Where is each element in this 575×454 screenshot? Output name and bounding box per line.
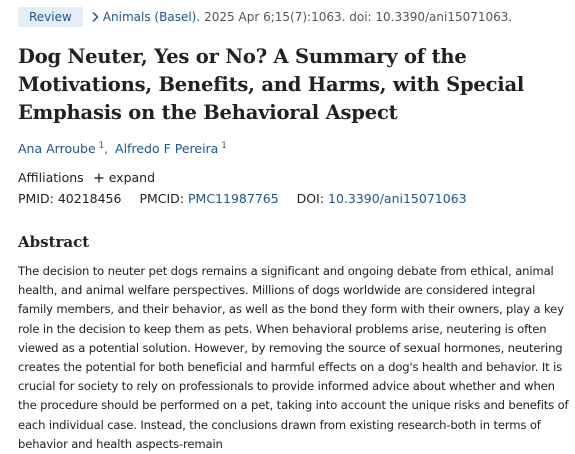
affiliations-row — [18, 170, 155, 185]
identifiers-row — [18, 191, 467, 206]
abstract-text: The decision to neuter pet dogs remains a significant and ongoing debate from ethical, animal health, and animal welfare perspectives. Millions of dogs worldwide are considered integral family members, and their behavior, as well as the bond they form with their owners, play a key role in the decision to keep them as pets. When behavioral problems arise, neutering is often viewed as a potential solution. However, by removing the source of sexual hormones, neutering creates the potential for both beneficial and harmful effects on a dog's health and behavior. It is crucial for society to rely on professionals to provide informed advice about whether and when the procedure should be performed on a pet, taking into account the unique risks and benefits of each individual case. Instead, the conclusions drawn from existing research-both in terms of behavior and health aspects-remain — [18, 264, 569, 451]
pmid-value: 40218456 — [57, 191, 122, 206]
abstract-heading: Abstract — [18, 233, 90, 251]
doi-label: DOI: — [296, 191, 325, 206]
expand-label: expand — [108, 170, 156, 185]
citation-bar — [18, 7, 512, 27]
author-affiliation-number[interactable]: 1 — [221, 141, 227, 151]
pmcid-label: PMCID: — [139, 191, 185, 206]
author-separator: , — [104, 141, 109, 157]
chevron-right-icon — [90, 11, 100, 23]
doi-link[interactable]: 10.3390/ani15071063 — [328, 191, 467, 206]
author-link-arroube[interactable]: Ana Arroube — [18, 141, 96, 157]
author-link-pereira[interactable]: Alfredo F Pereira — [115, 141, 219, 157]
article-title: Dog Neuter, Yes or No? A Summary of the Motivations, Benefits, and Harms, with Special Emphasis on the Behavioral Aspect — [18, 45, 525, 124]
affiliations-expand-button[interactable] — [94, 170, 155, 185]
pmcid-link[interactable]: PMC11987765 — [188, 191, 279, 206]
pmid-label: PMID: — [18, 191, 54, 206]
plus-icon — [94, 173, 104, 183]
author-list — [18, 141, 227, 156]
citation-details: 2025 Apr 6;15(7):1063. doi: 10.3390/ani15071063. — [204, 10, 513, 24]
author-affiliation-number[interactable]: 1 — [98, 141, 105, 151]
affiliations-label: Affiliations — [18, 170, 84, 185]
journal-link[interactable]: Animals (Basel). — [102, 10, 201, 24]
article-type-badge: Review — [18, 7, 83, 27]
